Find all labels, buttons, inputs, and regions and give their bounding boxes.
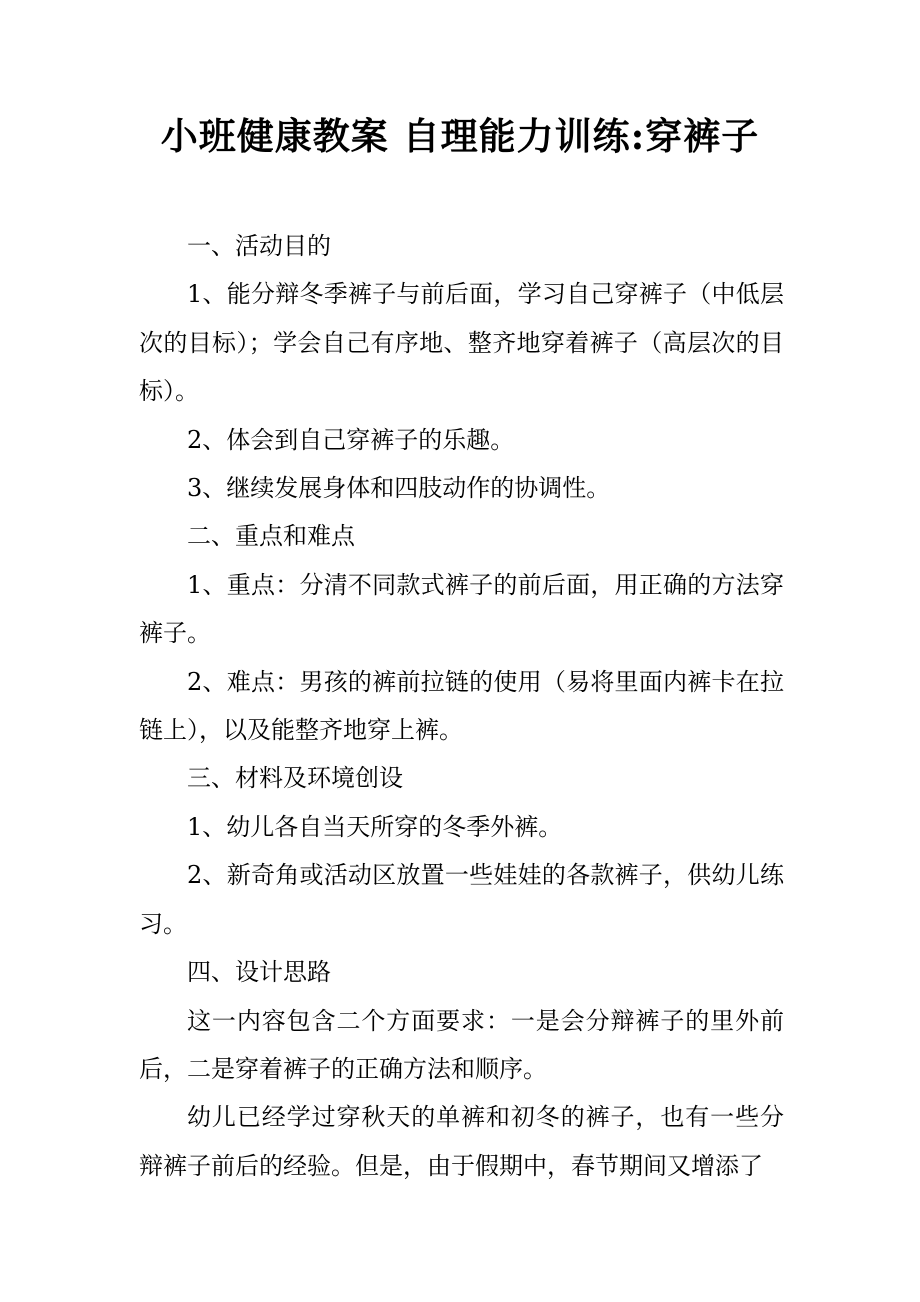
document-title: 小班健康教案 自理能力训练:穿裤子 [160, 114, 760, 158]
paragraph-goal-1: 1、能分辩冬季裤子与前后面，学习自己穿裤子（中低层次的目标）；学会自己有序地、整齐地穿着裤子（高层次的目标）。 [139, 280, 784, 406]
paragraph-key-point-1: 1、重点：分清不同款式裤子的前后面，用正确的方法穿裤子。 [139, 570, 784, 648]
paragraph-material-2: 2、新奇角或活动区放置一些娃娃的各款裤子，供幼儿练习。 [139, 861, 784, 938]
paragraph-design-1: 这一内容包含二个方面要求：一是会分辩裤子的里外前后，二是穿着裤子的正确方法和顺序。 [139, 1006, 784, 1083]
section-heading-materials: 三、材料及环境创设 [187, 764, 403, 793]
paragraph-design-2: 幼儿已经学过穿秋天的单裤和初冬的裤子，也有一些分辩裤子前后的经验。但是，由于假期中，春节期间又增添了 [139, 1103, 784, 1180]
section-heading-activity-goals: 一、活动目的 [187, 232, 331, 260]
paragraph-material-1: 1、幼儿各自当天所穿的冬季外裤。 [187, 812, 563, 841]
document-body [139, 222, 784, 1190]
paragraph-key-point-2: 2、难点：男孩的裤前拉链的使用（易将里面内裤卡在拉链上），以及能整齐地穿上裤。 [139, 667, 784, 745]
section-heading-key-points: 二、重点和难点 [187, 522, 355, 551]
paragraph-goal-3: 3、继续发展身体和四肢动作的协调性。 [187, 474, 611, 503]
section-heading-design-ideas: 四、设计思路 [187, 958, 331, 987]
paragraph-goal-2: 2、体会到自己穿裤子的乐趣。 [187, 425, 515, 454]
